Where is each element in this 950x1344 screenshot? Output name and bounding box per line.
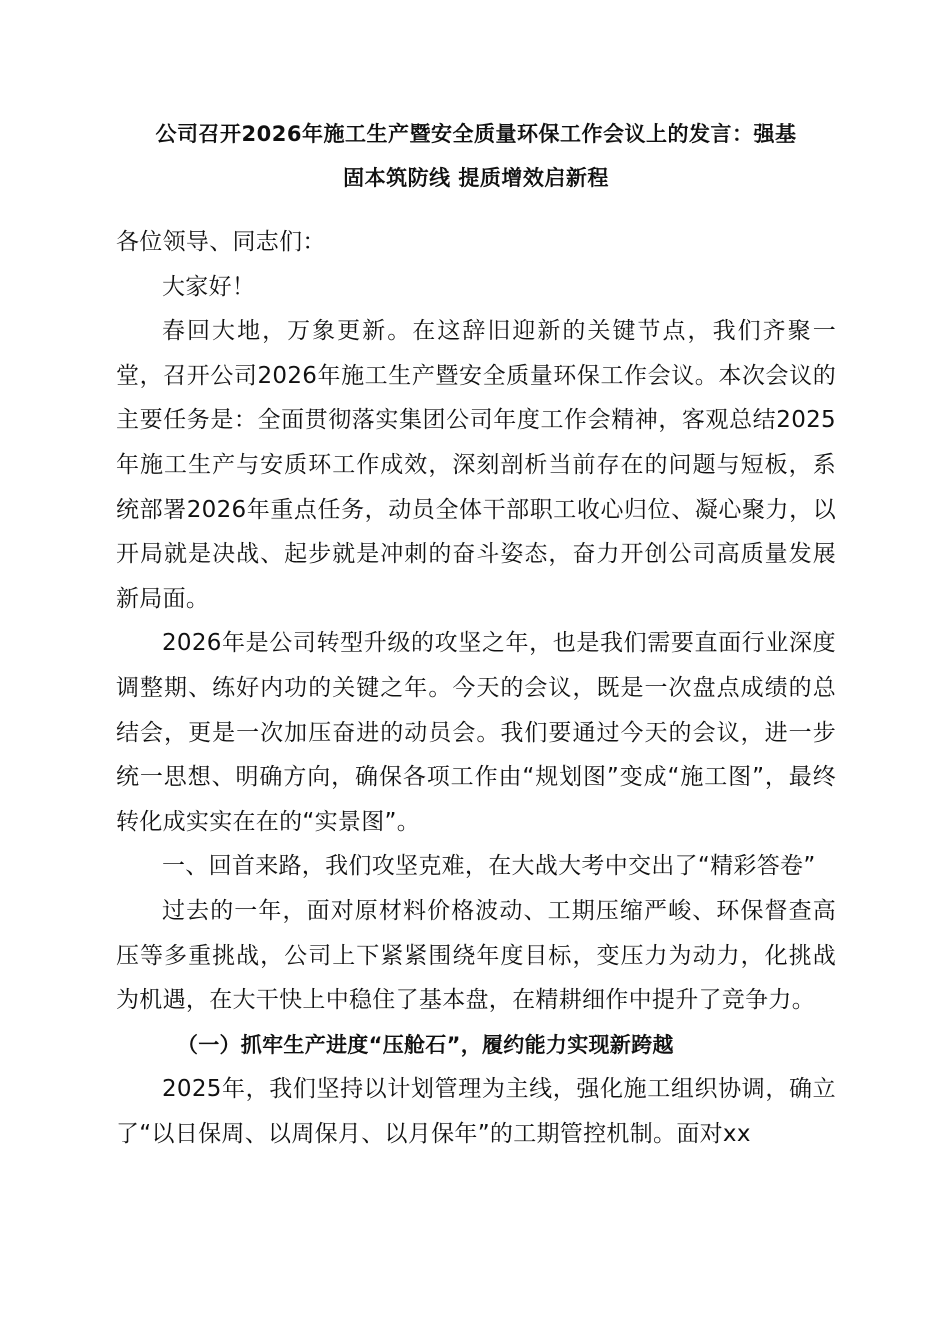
title-line-1: 公司召开2026年施工生产暨安全质量环保工作会议上的发言：强基 — [155, 122, 797, 146]
paragraph: 过去的一年，面对原材料价格波动、工期压缩严峻、环保督查高压等多重挑战，公司上下紧紧围绕年度目标，变压力为动力，化挑战为机遇，在大干快上中稳住了基本盘，在精耕细作中提升了竞争力。 — [116, 897, 836, 1014]
paragraph: 2026年是公司转型升级的攻坚之年，也是我们需要直面行业深度调整期、练好内功的关键之年。今天的会议，既是一次盘点成绩的总结会，更是一次加压奋进的动员会。我们要通过今天的会议，进一步统一思想、明确方向，确保各项工作由“规划图”变成“施工图”，最终转化成实实在在的“实景图”。 — [116, 630, 836, 835]
greeting: 大家好！ — [162, 273, 256, 300]
title-line-2: 固本筑防线 提质增效启新程 — [343, 166, 609, 190]
document-title — [116, 112, 836, 200]
document-page — [116, 112, 836, 1156]
paragraph: 春回大地，万象更新。在这辞旧迎新的关键节点，我们齐聚一堂，召开公司2026年施工生产暨安全质量环保工作会议。本次会议的主要任务是：全面贯彻落实集团公司年度工作会精神，客观总结2025年施工生产与安质环工作成效，深刻剖析当前存在的问题与短板，系统部署2026年重点任务，动员全体干部职工收心归位、凝心聚力，以开局就是决战、起步就是冲刺的奋斗姿态，奋力开创公司高质量发展新局面。 — [116, 318, 836, 612]
paragraph: 2025年，我们坚持以计划管理为主线，强化施工组织协调，确立了“以日保周、以周保月、以月保年”的工期管控机制。面对xx — [116, 1076, 836, 1147]
subsection-heading: （一）抓牢生产进度“压舱石”，履约能力实现新跨越 — [176, 1032, 674, 1057]
section-heading: 一、回首来路，我们攻坚克难，在大战大考中交出了“精彩答卷” — [162, 853, 816, 880]
salutation: 各位领导、同志们： — [116, 229, 326, 255]
